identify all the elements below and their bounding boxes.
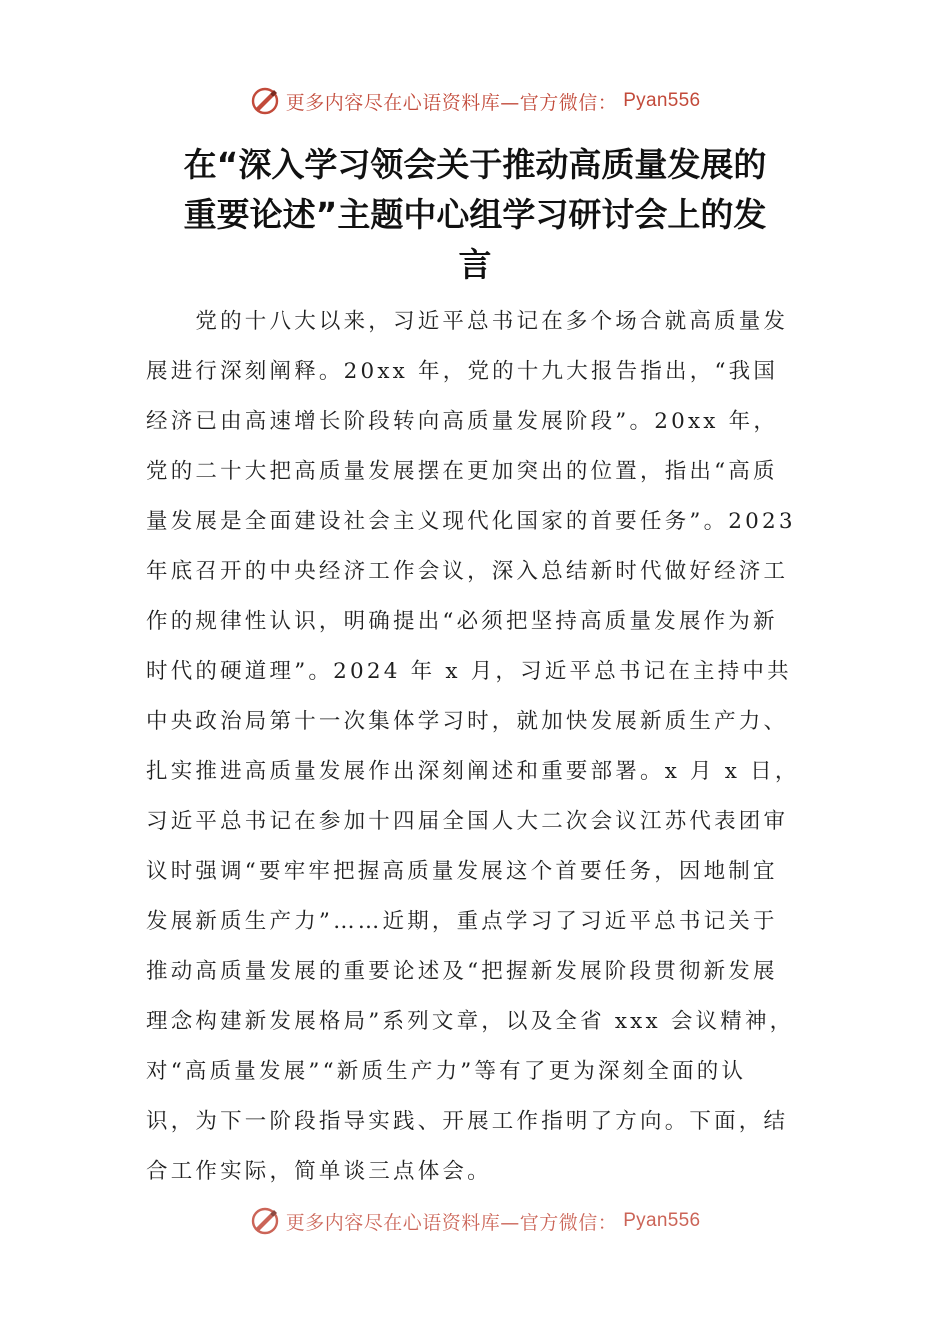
paragraph-line: 识，为下一阶段指导实践、开展工作指明了方向。下面，结 xyxy=(146,1109,789,1134)
paragraph-line: 党的十八大以来，习近平总书记在多个场合就高质量发 xyxy=(146,309,789,334)
paragraph-line: 合工作实际，简单谈三点体会。 xyxy=(146,1159,492,1184)
watermark-footer xyxy=(0,1206,950,1236)
paragraph-line: 作的规律性认识，明确提出“必须把坚持高质量发展作为新 xyxy=(146,609,778,634)
paragraph-line: 量发展是全面建设社会主义现代化国家的首要任务”。2023 xyxy=(146,509,796,534)
title-line: 在“深入学习领会关于推动高质量发展的 xyxy=(183,145,767,184)
watermark-header xyxy=(0,86,950,116)
document-title xyxy=(120,140,830,290)
title-line: 言 xyxy=(458,245,492,284)
paragraph-line: 对“高质量发展”“新质生产力”等有了更为深刻全面的认 xyxy=(146,1059,747,1084)
watermark-wechat-id: Pyan556 xyxy=(623,90,701,111)
paragraph-line: 中央政治局第十一次集体学习时，就加快发展新质生产力、 xyxy=(146,709,789,734)
pen-logo-icon xyxy=(250,1206,280,1236)
paragraph-line: 时代的硬道理”。2024 年 x 月，习近平总书记在主持中共 xyxy=(146,659,792,684)
paragraph-line: 习近平总书记在参加十四届全国人大二次会议江苏代表团审 xyxy=(146,809,789,834)
paragraph-line: 党的二十大把高质量发展摆在更加突出的位置，指出“高质 xyxy=(146,459,778,484)
watermark-text: 更多内容尽在心语资料库—官方微信： xyxy=(285,1211,618,1234)
paragraph-line: 扎实推进高质量发展作出深刻阐述和重要部署。x 月 x 日， xyxy=(146,759,800,784)
paragraph-line: 经济已由高速增长阶段转向高质量发展阶段”。20xx 年， xyxy=(146,409,779,434)
paragraph-line: 议时强调“要牢牢把握高质量发展这个首要任务，因地制宜 xyxy=(146,859,778,884)
title-line: 重要论述”主题中心组学习研讨会上的发 xyxy=(183,195,767,234)
watermark-wechat-id: Pyan556 xyxy=(623,1210,701,1231)
paragraph-line: 理念构建新发展格局”系列文章，以及全省 xxx 会议精神， xyxy=(146,1009,795,1034)
paragraph-line: 展进行深刻阐释。20xx 年，党的十九大报告指出，“我国 xyxy=(146,359,779,384)
paragraph-line: 年底召开的中央经济工作会议，深入总结新时代做好经济工 xyxy=(146,559,789,584)
body-paragraph xyxy=(146,297,806,1197)
paragraph-line: 推动高质量发展的重要论述及“把握新发展阶段贯彻新发展 xyxy=(146,959,778,984)
watermark-text: 更多内容尽在心语资料库—官方微信： xyxy=(285,91,618,114)
paragraph-line: 发展新质生产力”……近期，重点学习了习近平总书记关于 xyxy=(146,909,778,934)
pen-logo-icon xyxy=(250,86,280,116)
